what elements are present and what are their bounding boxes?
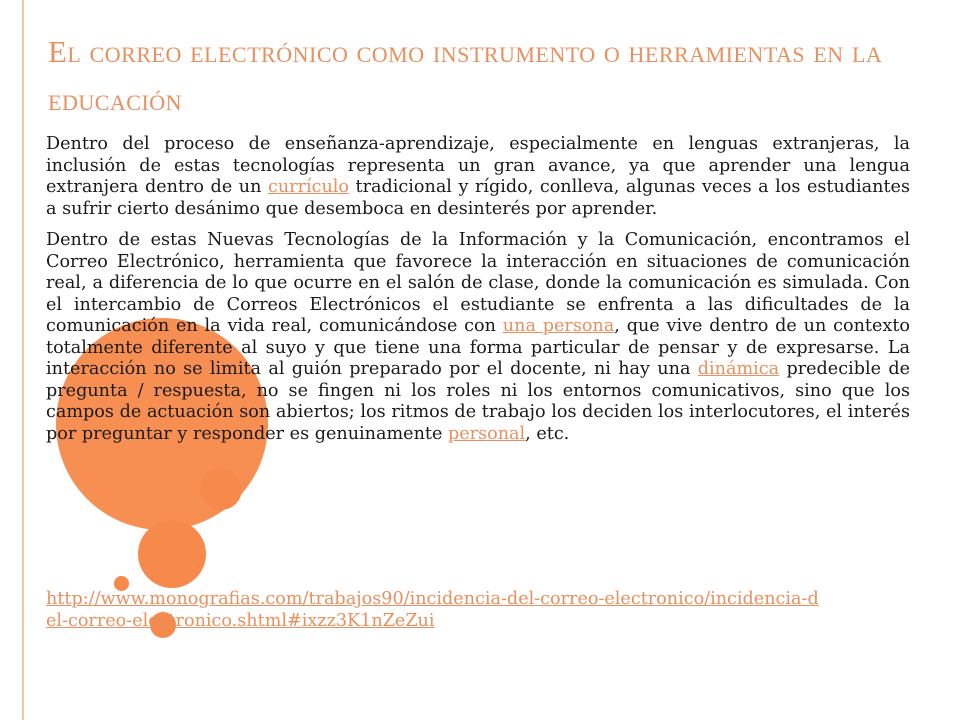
slide-title: El correo electrónico como instrumento o herramientas en la educación xyxy=(48,34,883,117)
decorative-circle-small xyxy=(200,468,242,510)
source-citation xyxy=(46,589,826,632)
link-una-persona[interactable]: una persona xyxy=(502,316,615,336)
decorative-border-line xyxy=(22,0,24,720)
paragraph-2-text-b: , que vive dentro de un contexto totalmente diferente al suyo y que tiene una forma particular de pensar y de expresarse. La interacción no se limita al guión preparado por el docente, ni hay una xyxy=(46,316,910,379)
paragraph-1-text-a: Dentro del proceso de enseñanza-aprendizaje, especialmente en lenguas extranjeras, la inclusión de estas tecnologías representa un gran avance, ya que aprender una lengua extranjera dentro de un xyxy=(46,134,910,197)
paragraph-2-text-d: , etc. xyxy=(525,423,570,444)
paragraph-2 xyxy=(46,230,910,445)
paragraph-1 xyxy=(46,134,910,220)
source-link[interactable]: http://www.monografias.com/trabajos90/incidencia-del-correo-electronico/incidencia-del-correo-electronico.shtml#ixzz3K1nZeZui xyxy=(46,589,819,631)
paragraph-2-text-c: predecible de pregunta / respuesta, no se fingen ni los roles ni los entornos comunicativos, sino que los campos de actuación son abiertos; los ritmos de trabajo los deciden los interlocutores, el interés por preguntar y responder es genuinamente xyxy=(46,359,910,444)
link-curriculo[interactable]: currículo xyxy=(267,177,350,197)
paragraph-1-text-b: tradicional y rígido, conlleva, algunas veces a los estudiantes a sufrir cierto desánimo que desemboca en desinterés por aprender. xyxy=(46,177,911,219)
link-personal[interactable]: personal xyxy=(448,423,526,444)
paragraph-2-text-a: Dentro de estas Nuevas Tecnologías de la Información y la Comunicación, encontramos el Correo Electrónico, herramienta que favorece la interacción en situaciones de comunicación real, a diferencia de lo que ocurre en el salón de clase, donde la comunicación es simulada. Con el intercambio de Correos Electrónicos el estudiante se enfrenta a las dificultades de la comunicación en la vida real, comunicándose con xyxy=(46,230,910,336)
link-dinamica[interactable]: dinámica xyxy=(697,359,780,379)
slide-body xyxy=(46,134,910,455)
decorative-circle-medium xyxy=(138,520,206,588)
